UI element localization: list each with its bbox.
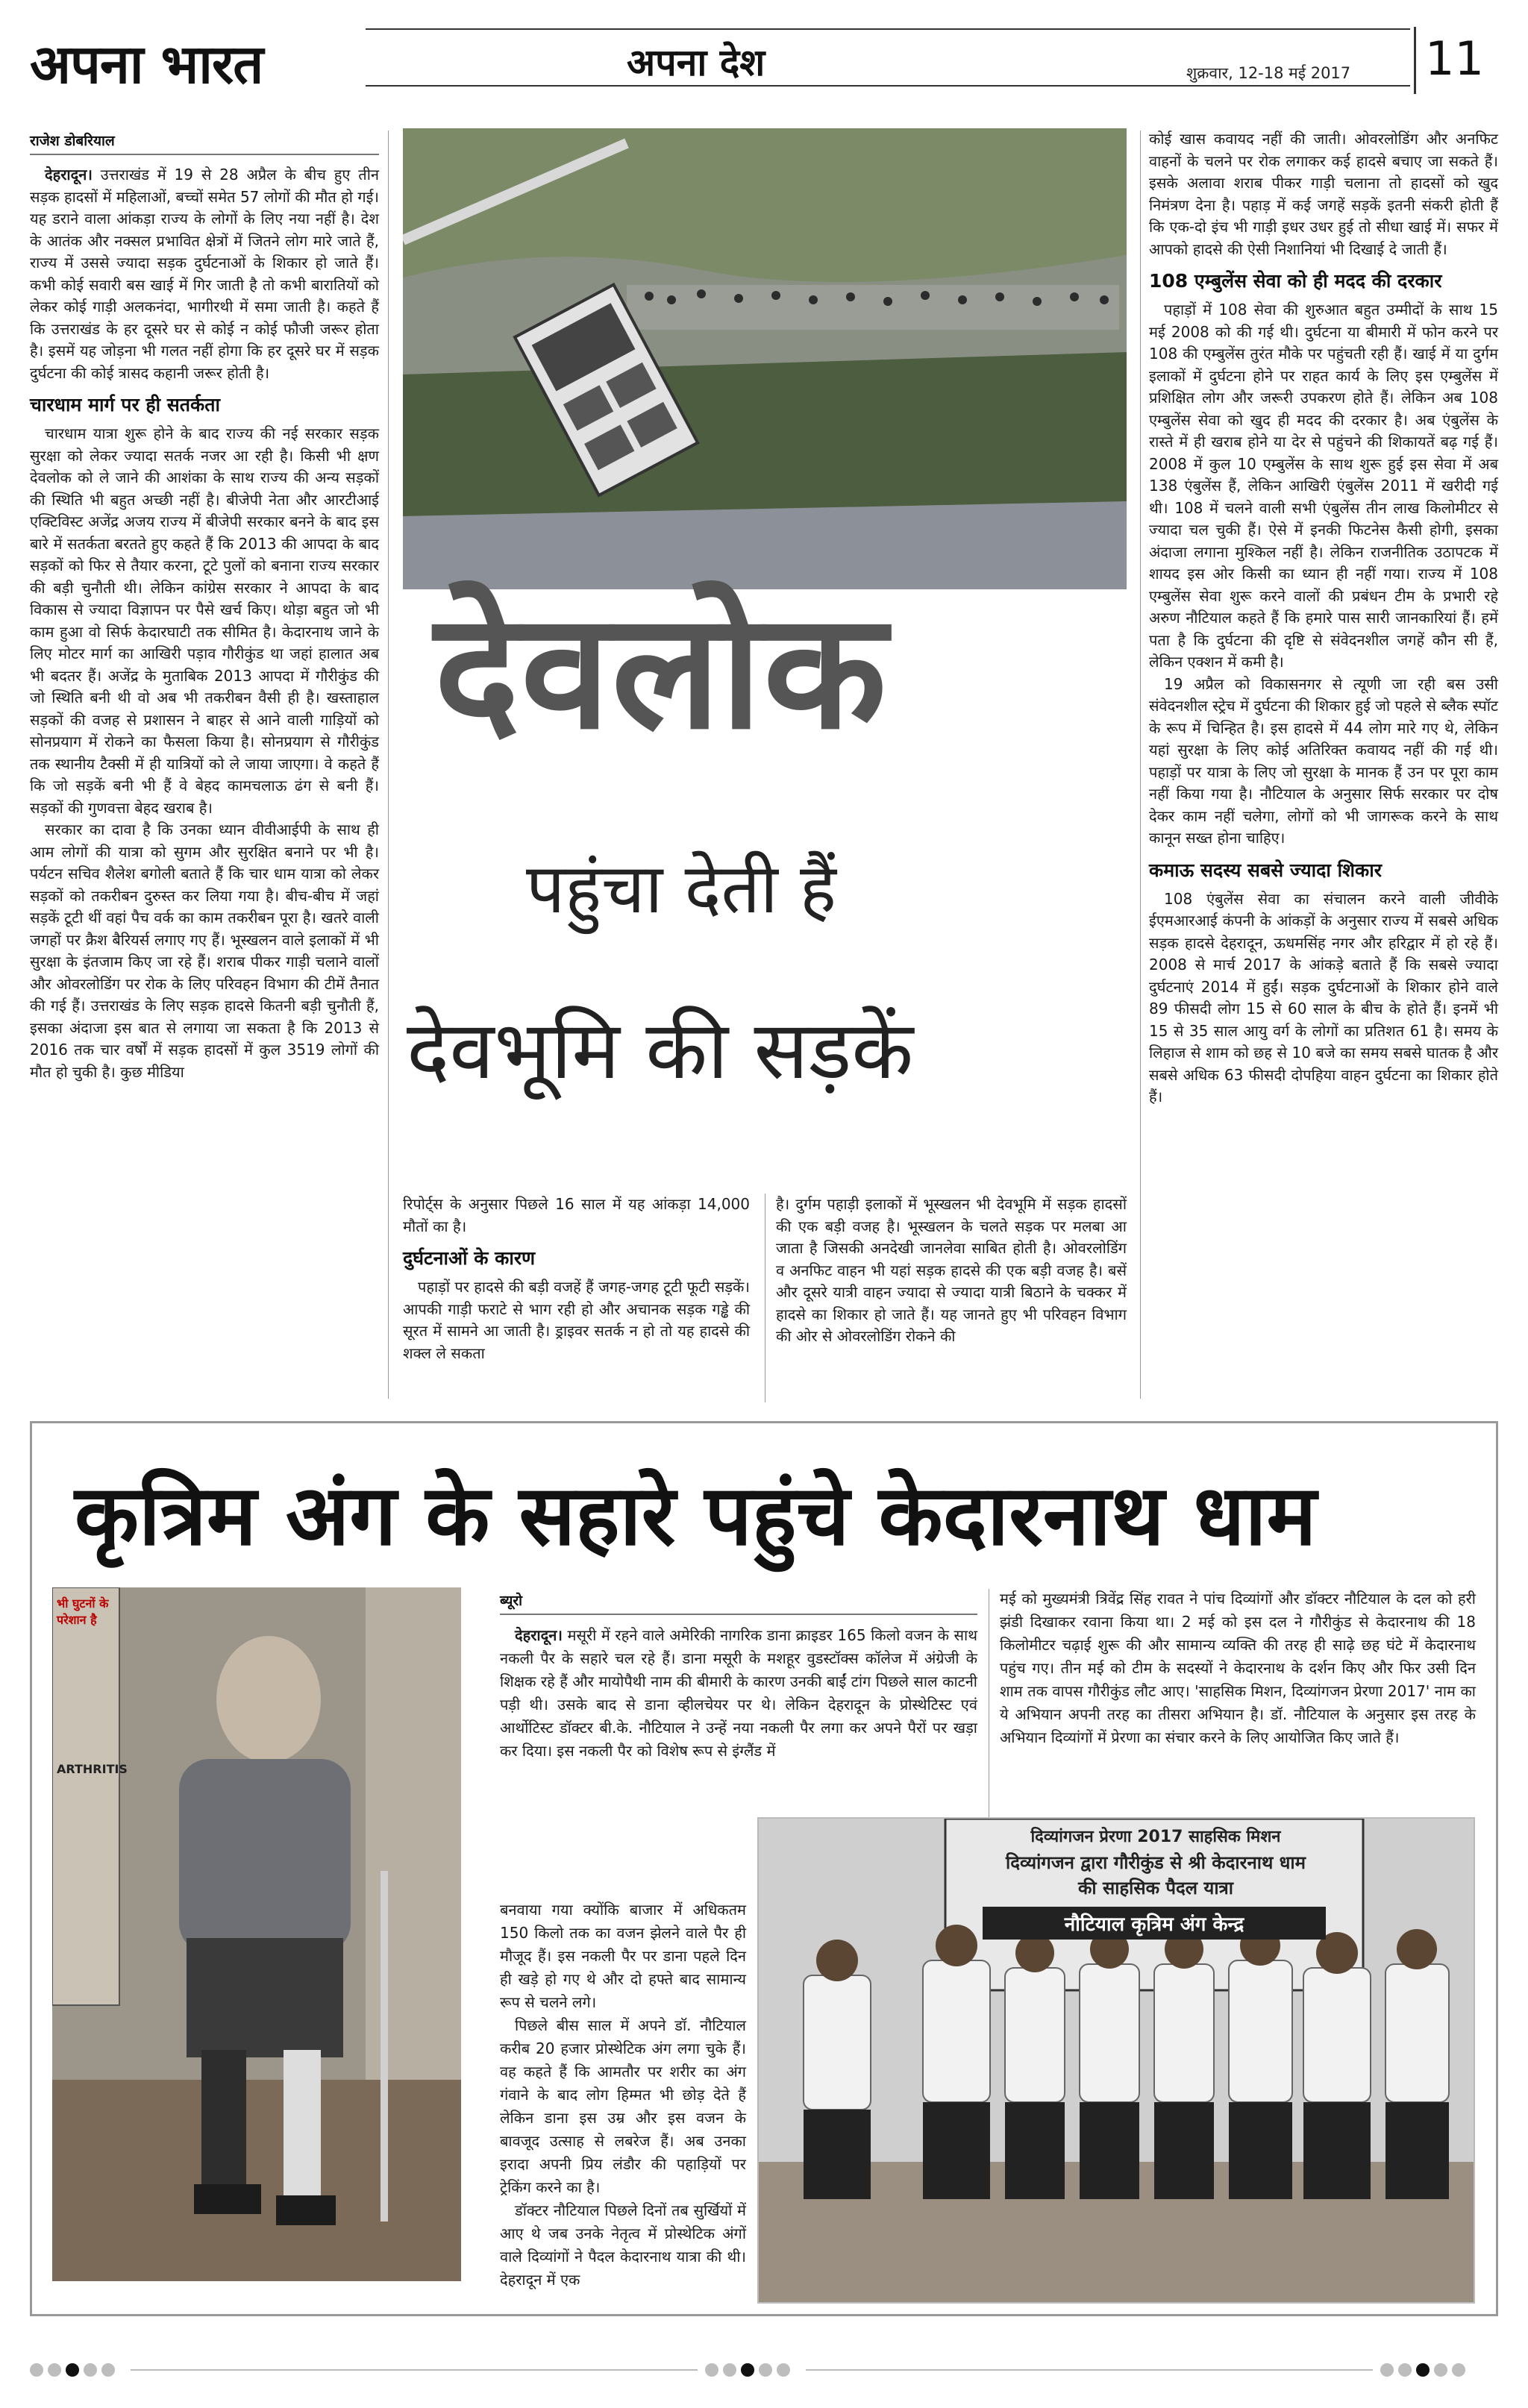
footer-rule [131,2369,698,2371]
story2-intro: देहरादून। मसूरी में रहने वाले अमेरिकी नागरिक डाना क्राइडर 165 किलो वजन के साथ नकली पैर के सहारे चल रहे हैं। डाना मसूरी के मशहूर वुडस्टॉक्स कॉलेज में अंग्रेजी के शिक्षक रहे हैं और मायोपैथी नाम की बीमारी के कारण उनकी बाईं टांग पिछले साल काटनी पड़ी थी। उसके बाद से डाना व्हीलचेयर पर थे। लेकिन देहरादून के प्रोस्थेटिस्ट एवं आर्थोटिस्ट डॉक्टर बी.के. नौटियाल ने उन्हें नया नकली पैर लगा कर अपने पैरों पर खड़ा कर दिया। इस नकली पैर को विशेष रूप से इंग्लैंड में [500,1626,977,1760]
column-divider [388,131,389,1399]
subheading-chardham: चारधाम मार्ग पर ही सतर्कता [30,394,220,416]
story1-paragraph: रिपोर्ट्स के अनुसार पिछले 16 साल में यह आंकड़ा 14,000 मौतों का है। [403,1195,750,1235]
story1-paragraph: 19 अप्रैल को विकासनगर से त्यूणी जा रही बस उसी संवेदनशील स्ट्रेच में दुर्घटना की शिकार हुई जो पहले से ब्लैक स्पॉट के रूप में चिन्हित है। इस हादसे में 44 लोग मारे गए थे, लेकिन यहां सुरक्षा के लिए कोई अतिरिक्त कवायद नहीं की गई थी। पहाड़ों पर यात्रा के लिए जो सुरक्षा के मानक हैं उन पर पूरा काम नहीं किया गया है। नौटियाल के अनुसार सिर्फ सरकार पर दोष देकर काम नहीं चलेगा, लोगों को भी जागरूक करने के साथ कानून सख्त होना चाहिए। [1149,674,1498,847]
footer-dot [101,2363,115,2377]
banner-route: दिव्यांगजन द्वारा गौरीकुंड से श्री केदारनाथ धाम [1006,1852,1306,1873]
footer-dot [777,2363,790,2377]
banner-clinic: नौटियाल कृत्रिम अंग केन्द्र [983,1907,1326,1940]
footer-dot [1452,2363,1465,2377]
story2-headline: कृत्रिम अंग के सहारे पहुंचे केदारनाथ धाम [75,1467,1317,1564]
story1-column-3 [776,1194,1127,1348]
story2-paragraph: मई को मुख्यमंत्री त्रिवेंद्र सिंह रावत ने पांच दिव्यांगों और डॉक्टर नौटियाल के दल को हरी झंडी दिखाकर रवाना किया था। 2 मई को इस दल ने गौरीकुंड से केदारनाथ की 18 किलोमीटर चढ़ाई शुरू की और सामान्य व्यक्ति की तरह ही साढ़े छह घंटे में केदारनाथ पहुंच गए। तीन मई को टीम के सदस्यों ने केदारनाथ के दर्शन किए और फिर उसी दिन शाम तक वापस गौरीकुंड लौट आए। 'साहसिक मिशन, दिव्यांगजन प्रेरणा 2017' नाम का ये अभियान अपनी तरह का तीसरा अभियान है। डॉ. नौटियाल के अनुसार इस तरह के अभियान दिव्यांगों में प्रेरणा का संचार करने के लिए आयोजित किए जाते हैं। [1000,1590,1476,1746]
masthead-bottom-rule [366,85,1410,87]
story1-paragraph: कोई खास कवायद नहीं की जाती। ओवरलोडिंग और अनफिट वाहनों के चलने पर रोक लगाकर कई हादसे बचाए जा सकते हैं। इसके अलावा शराब पीकर गाड़ी चलाना तो हादसों को खुद निमंत्रण देना है। पहाड़ में कई जगहें सड़कें इतनी संकरी होती हैं कि एक-दो इंच भी गाड़ी इधर उधर हुई तो सीधा खाई में। सफर में आपको हादसे की ऐसी निशानियां भी दिखाई दे जाती हैं। [1149,130,1498,258]
story1-intro: देहरादून। उत्तराखंड में 19 से 28 अप्रैल के बीच हुए तीन सड़क हादसों में महिलाओं, बच्चों समेत 57 लोगों की मौत हो गई। यह डराने वाला आंकड़ा राज्य के लोगों के लिए नया नहीं है। देश के आतंक और नक्सल प्रभावित क्षेत्रों में जितने लोग मारे जाते हैं, राज्य में उससे ज्यादा सड़क दुर्घटनाओं के शिकार हो जाते हैं। कभी कोई सवारी बस खाई में गिर जाती है तो कभी बारातियों को लेकर कोई गाड़ी अलकनंदा, भागीरथी में समा जाती है। कहते हैं कि उत्तराखंड के हर दूसरे घर से कोई न कोई फौजी जरूर होता है। इसमें यह जोड़ना भी गलत नहीं होगा कि हर दूसरे घर में सड़क दुर्घटना की कोई त्रासद कहानी जरूर होती है। [30,166,379,382]
footer-dot [66,2363,79,2377]
story1-paragraph: पहाड़ों पर हादसे की बड़ी वजहें हैं जगह-जगह टूटी फूटी सड़कें। आपकी गाड़ी फराटे से भाग रही हो और अचानक सड़क गड्ढे की सूरत में सामने आ जाती है। ड्राइवर सतर्क न हो तो यह हादसे की शक्ल ले सकता [403,1278,750,1362]
story2-dateline: देहरादून। [515,1626,563,1644]
headline-line-2: पहुंचा देती हैं [526,849,836,929]
prosthetic-team-group-photo [757,1817,1475,2304]
page-number: 11 [1425,31,1484,86]
footer-dot [48,2363,61,2377]
masthead [30,27,1498,109]
footer-rule [806,2369,1373,2371]
bus-accident-photo [403,128,1127,589]
story2-paragraph: डॉक्टर नौटियाल पिछले दिनों तब सुर्खियों में आए थे जब उनके नेतृत्व में प्रोस्थेटिक अंगों वाले दिव्यांगों ने पैदल केदारनाथ यात्रा की थी। देहरादून में एक [500,2201,746,2289]
story1-paragraph: पहाड़ों में 108 सेवा की शुरुआत बहुत उम्मीदों के साथ 15 मई 2008 को की गई थी। दुर्घटना या बीमारी में फोन करने पर 108 की एम्बुलेंस तुरंत मौके पर पहुंचती रही हैं। खाई में या दुर्गम इलाकों में दुर्घटना होने पर राहत कार्य के लिए इस एम्बुलेंस में प्रशिक्षित लोग और जरूरी उपकरण होते हैं। लेकिन अब 108 एम्बुलेंस सेवा को खुद ही मदद की दरकार है। अब एंबुलेंस के रास्ते में ही खराब होने या देर से पहुंचने की शिकायतें बढ़ गई हैं। 2008 में कुल 10 एम्बुलेंस के साथ शुरू हुई इस सेवा में अब 138 एंबुलेंस हैं, लेकिन आखिरी एंबुलेंस 2011 में खरीदी गई थी। 108 में चलने वाली सभी एंबुलेंस तीन लाख किलोमीटर से ज्यादा चल चुकी हैं। ऐसे में इनकी फिटनेस कैसी होगी, इसका अंदाजा लगाना मुश्किल नहीं है। लेकिन राजनीतिक उठापटक में शायद इस ओर किसी का ध्यान ही नहीं गया। राज्य में 108 एम्बुलेंस सेवा शुरू करने वालों की प्रबंधन टीम के प्रभारी रहे अरुण नौटियाल कहते हैं कि हमारे पास सारी जानकारियां हैं। हमें पता है कि दुर्घटना की दृष्टि से संवेदनशील जगहें कौन सी हैं, लेकिन एक्शन में कमी है। [1149,301,1498,671]
bus-accident-illustration [403,128,1127,589]
story1-column-1 [30,131,379,1083]
banner-title: दिव्यांगजन प्रेरणा 2017 साहसिक मिशन [1030,1828,1281,1846]
footer-dot [1416,2363,1430,2377]
story2-column-1b [500,1899,746,2292]
page-number-divider [1414,27,1416,94]
story1-paragraph: है। दुर्गम पहाड़ी इलाकों में भूस्खलन भी देवभूमि में सड़क हादसों की एक बड़ी वजह है। भूस्खलन के चलते सड़क पर मलबा आ जाता है जिसकी अनदेखी जानलेवा साबित होती है। ओवरलोडिंग व अनफिट वाहन भी यहां सड़क हादसे की एक बड़ी वजह है। बसें और दूसरे यात्री वाहन ज्यादा से ज्यादा यात्री बिठाने के चक्कर में हादसे का शिकार हो जाते हैं। यह जानते हुए भी परिवहन विभाग की ओर से ओवरलोडिंग रोकने की [776,1195,1127,1345]
footer-dot [1380,2363,1394,2377]
story2-column-2 [1000,1587,1476,1749]
headline-main: देवलोक [434,577,889,765]
subheading-ambulance: 108 एम्बुलेंस सेवा को ही मदद की दरकार [1149,270,1442,292]
section-title: अपना देश [627,41,765,84]
footer-dot [759,2363,772,2377]
story1-column-2 [403,1194,750,1364]
dateline: देहरादून। [45,166,93,184]
footer-dot [30,2363,43,2377]
footer-dots-left [30,2363,115,2377]
subheading-causes: दुर्घटनाओं के कारण [403,1247,536,1269]
footer-dot [1398,2363,1412,2377]
dana-crider-photo [52,1587,461,2281]
story2-byline: ब्यूरो [500,1590,977,1615]
story1-paragraph: सरकार का दावा है कि उनका ध्यान वीवीआईपी के साथ ही आम लोगों की यात्रा को सुगम और सुरक्षित बनाने पर भी है। पर्यटन सचिव शैलेश बगोली बताते हैं कि चार धाम यात्रा को लेकर सड़कों को तकरीबन दुरुस्त कर लिया गया है। बीच-बीच में जहां सड़कें टूटी थीं वहां पैच वर्क का काम तकरीबन पूरा है। खतरे वाली जगहों पर क्रैश बैरियर्स लगाए गए हैं। भूस्खलन वाले इलाकों में भी सुरक्षा के इंतजाम किए जा रहे हैं। शराब पीकर गाड़ी चलाने वालों और ओवरलोडिंग पर रोक के लिए परिवहन विभाग की टीमें तैनात की गई हैं। उत्तराखंड के लिए सड़क हादसे कितनी बड़ी चुनौती हैं, इसका अंदाजा इस बात से लगाया जा सकता है कि 2013 से 2016 तक चार वर्षों में सड़क हादसों में कुल 3519 लोगों की मौत हो चुकी है। कुछ मीडिया [30,821,379,1081]
footer-dot [84,2363,97,2377]
column-divider [1140,131,1141,1399]
masthead-top-rule [366,28,1410,30]
story2-paragraph: पिछले बीस साल में अपने डॉ. नौटियाल करीब 20 हजार प्रोस्थेटिक अंग लगा चुके हैं। वह कहते हैं कि आमतौर पर शरीर का अंग गंवाने के बाद लोग हिम्मत भी छोड़ देते हैं लेकिन डाना इस उम्र और इस वजन के बावजूद उत्साह से लबरेज हैं। अब उनका इरादा अपनी प्रिय लंडौर की पहाड़ियों पर ट्रेकिंग करने का है। [500,2016,746,2196]
brand-logo: अपना भारत [30,32,263,95]
footer-dot [741,2363,754,2377]
story2-paragraph: बनवाया गया क्योंकि बाजार में अधिकतम 150 किलो तक का वजन झेलने वाले पैर ही मौजूद हैं। इस नकली पैर पर डाना पहले दिन ही खड़े हो गए थे और दो हफ्ते बाद सामान्य रूप से चलने लगे। [500,1901,746,2011]
footer-dots-center [705,2363,790,2377]
story1-paragraph: चारधाम यात्रा शुरू होने के बाद राज्य की नई सरकार सड़क सुरक्षा को लेकर ज्यादा सतर्क नजर आ रही है। किसी भी क्षण देवलोक को ले जाने की आशंका के साथ राज्य की अन्य सड़कों की स्थिति भी बहुत अच्छी नहीं है। बीजेपी नेता और आरटीआई एक्टिविस्ट अजेंद्र अजय राज्य में बीजेपी सरकार बनने के बाद इस बारे में सतर्कता बरतते हुए कहते हैं कि 2013 की आपदा के बाद सड़कों को फिर से तैयार करना, टूटे पुलों को बनाना राज्य सरकार की बड़ी चुनौती थी। लेकिन कांग्रेस सरकार ने आपदा के बाद विकास से ज्यादा विज्ञापन पर पैसे खर्च किए। थोड़ा बहुत जो भी काम हुआ वो सिर्फ केदारघाटी तक सीमित है। केदारनाथ जाने के लिए मोटर मार्ग का आखिरी पड़ाव गौरीकुंड था जहां हालात अब भी बदतर हैं। अजेंद्र के मुताबिक 2013 आपदा में गौरीकुंड की जो स्थिति बनी थी वो अब भी तकरीबन वैसी ही है। खस्ताहाल सड़कों की वजह से प्रशासन ने बाहर से आने वाली गाड़ियों को सोनप्रयाग में रोकने का फैसला किया है। सोनप्रयाग से गौरीकुंड तक स्थानीय टैक्सी में ही यात्रियों को ले जाया जाएगा। वे कहते हैं कि जो सड़कें बनी भी हैं वे बेहद कामचलाऊ ढंग से बनी हैं। सड़कों की गुणवत्ता बेहद खराब है। [30,424,379,817]
footer-dot [723,2363,736,2377]
story1-column-4 [1149,128,1498,1109]
byline: राजेश डोबरियाल [30,131,379,155]
subheading-earning-members: कमाऊ सदस्य सबसे ज्यादा शिकार [1149,859,1382,881]
footer-dot [705,2363,718,2377]
footer-dot [1434,2363,1447,2377]
banner-journey: की साहसिक पैदल यात्रा [1077,1878,1234,1899]
issue-date: शुक्रवार, 12-18 मई 2017 [1186,64,1351,82]
poster-text: भी घुटनों के परेशान है ARTHRITIS [57,1596,128,1776]
story2-column-1 [500,1590,977,1763]
headline-line-3: देवभूमि की सड़कें [407,1004,914,1097]
story1-paragraph: 108 एंबुलेंस सेवा का संचालन करने वाली जीवीके ईएमआरआई कंपनी के आंकड़ों के अनुसार राज्य में सबसे अधिक सड़क हादसे देहरादून, ऊधमसिंह नगर और हरिद्वार में हो रहे हैं। 2008 से मार्च 2017 के आंकड़े बताते हैं कि सबसे ज्यादा दुर्घटनाएं 2014 में हुईं। सड़क दुर्घटनाओं के शिकार होने वाले 89 फीसदी लोग 15 से 60 साल के बीच के होते हैं। इनमें भी 15 से 35 साल आयु वर्ग के लोगों का प्रतिशत 61 है। समय के लिहाज से शाम को छह से 10 बजे का समय सबसे घातक है और सबसे अधिक 63 फीसदी दोपहिया वाहन दुर्घटना का शिकार होते हैं। [1149,889,1498,1106]
footer-dots-right [1380,2363,1465,2377]
